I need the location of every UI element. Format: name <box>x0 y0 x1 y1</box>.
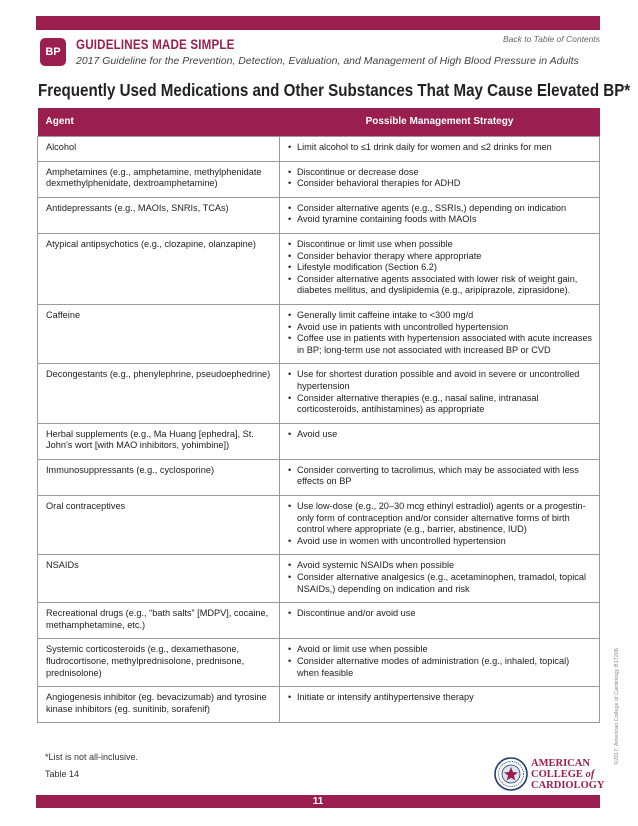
series-title: GUIDELINES MADE SIMPLE <box>76 37 235 52</box>
agent-cell: Immunosuppressants (e.g., cyclosporine) <box>38 459 280 495</box>
strategy-item: • Avoid systemic NSAIDs when possible <box>288 560 593 572</box>
strategy-cell <box>280 555 600 603</box>
strategy-item: • Use low-dose (e.g., 20–30 mcg ethinyl estradiol) agents or a progestin-only form of contraception and/or consider alternative forms of birth control where appropriate (e.g., barrier, abstinence, IUD) <box>288 501 593 536</box>
strategy-list <box>288 239 593 297</box>
strategy-cell <box>280 459 600 495</box>
agent-cell: Caffeine <box>38 304 280 363</box>
table-row <box>38 304 600 363</box>
logo-line-2-of: of <box>585 769 595 780</box>
strategy-cell <box>280 137 600 162</box>
guideline-subtitle: 2017 Guideline for the Prevention, Detection, Evaluation, and Management of High Blood Pressure in Adults <box>76 55 579 67</box>
strategy-cell <box>280 639 600 687</box>
agent-cell: Antidepressants (e.g., MAOIs, SNRIs, TCAs) <box>38 197 280 233</box>
strategy-item: • Discontinue or limit use when possible <box>288 239 593 251</box>
agent-cell: Alcohol <box>38 137 280 162</box>
strategy-list <box>288 465 593 488</box>
strategy-list <box>288 142 593 154</box>
back-to-toc-link[interactable]: Back to Table of Contents <box>502 34 600 44</box>
strategy-cell <box>280 496 600 555</box>
strategy-cell <box>280 161 600 197</box>
strategy-list <box>288 203 593 226</box>
strategy-item: • Generally limit caffeine intake to <300 mg/d <box>288 310 593 322</box>
strategy-item: • Avoid use in patients with uncontrolled hypertension <box>288 322 593 334</box>
logo-line-2-college: COLLEGE <box>531 769 586 780</box>
logo-line-3: CARDIOLOGY <box>531 780 605 791</box>
table-row <box>38 687 600 723</box>
strategy-item: • Avoid use in women with uncontrolled hypertension <box>288 536 593 548</box>
strategy-list <box>288 429 593 441</box>
agent-cell: Recreational drugs (e.g., “bath salts” [MDPV], cocaine, methamphetamine, etc.) <box>38 603 280 639</box>
table-row <box>38 197 600 233</box>
strategy-item: • Avoid or limit use when possible <box>288 644 593 656</box>
strategy-item: • Consider behavior therapy where appropriate <box>288 251 593 263</box>
bottom-color-bar <box>36 795 600 808</box>
table-row <box>38 423 600 459</box>
strategy-item: • Avoid tyramine containing foods with MAOIs <box>288 214 593 226</box>
strategy-item: • Consider converting to tacrolimus, which may be associated with less effects on BP <box>288 465 593 488</box>
strategy-list <box>288 310 593 356</box>
agent-cell: Herbal supplements (e.g., Ma Huang [ephedra], St. John’s wort [with MAO inhibitors, yohimbine]) <box>38 423 280 459</box>
strategy-cell <box>280 687 600 723</box>
page-title: Frequently Used Medications and Other Substances That May Cause Elevated BP* <box>38 80 631 100</box>
table-body <box>38 137 600 723</box>
agent-cell: Amphetamines (e.g., amphetamine, methylphenidate dexmethylphenidate, dextroamphetamine) <box>38 161 280 197</box>
strategy-item: • Lifestyle modification (Section 6.2) <box>288 262 593 274</box>
strategy-cell <box>280 233 600 304</box>
acc-seal-icon <box>494 757 528 791</box>
logo-line-2 <box>531 769 605 780</box>
strategy-list <box>288 167 593 190</box>
agent-cell: Atypical antipsychotics (e.g., clozapine, olanzapine) <box>38 233 280 304</box>
table-header-row <box>38 108 600 137</box>
table-row <box>38 459 600 495</box>
strategy-cell <box>280 423 600 459</box>
strategy-item: • Consider alternative therapies (e.g., nasal saline, intranasal corticosteroids, antihistamines) as appropriate <box>288 393 593 416</box>
strategy-column-header: Possible Management Strategy <box>280 108 600 137</box>
logo-line-1: AMERICAN <box>531 758 590 769</box>
agent-cell: Angiogenesis inhibitor (eg. bevacizumab) and tyrosine kinase inhibitors (eg. sunitinib, sorafenif) <box>38 687 280 723</box>
strategy-item: • Use for shortest duration possible and avoid in severe or uncontrolled hypertension <box>288 369 593 392</box>
strategy-cell <box>280 364 600 423</box>
strategy-list <box>288 644 593 679</box>
strategy-item: • Initiate or intensify antihypertensive therapy <box>288 692 593 704</box>
strategy-list <box>288 501 593 547</box>
strategy-cell <box>280 197 600 233</box>
strategy-item: • Limit alcohol to ≤1 drink daily for women and ≤2 drinks for men <box>288 142 593 154</box>
table-row <box>38 639 600 687</box>
strategy-list <box>288 369 593 415</box>
medications-table <box>37 108 600 723</box>
bp-badge: BP <box>40 38 66 66</box>
agent-cell: Systemic corticosteroids (e.g., dexamethasone, fludrocortisone, methylprednisolone, prednisone, prednisolone) <box>38 639 280 687</box>
table-row <box>38 603 600 639</box>
page-number: 11 <box>312 796 324 807</box>
footnote: *List is not all-inclusive. <box>45 752 139 762</box>
strategy-item: • Consider alternative modes of administration (e.g., inhaled, topical) when feasible <box>288 656 593 679</box>
strategy-item: • Consider alternative agents (e.g., SSRIs,) depending on indication <box>288 203 593 215</box>
table-row <box>38 233 600 304</box>
acc-logo <box>494 757 606 793</box>
agent-cell: Decongestants (e.g., phenylephrine, pseudoephedrine) <box>38 364 280 423</box>
strategy-list <box>288 608 593 620</box>
strategy-cell <box>280 603 600 639</box>
top-color-bar <box>36 16 600 30</box>
strategy-item: • Avoid use <box>288 429 593 441</box>
table-row <box>38 161 600 197</box>
strategy-item: • Coffee use in patients with hypertension associated with acute increases in BP; long-term use not associated with increased BP or CVD <box>288 333 593 356</box>
table-row <box>38 137 600 162</box>
table-row <box>38 364 600 423</box>
strategy-item: • Discontinue or decrease dose <box>288 167 593 179</box>
strategy-item: • Consider alternative agents associated with lower risk of weight gain, diabetes mellitus, and dyslipidemia (e.g., aripiprazole, ziprasidone). <box>288 274 593 297</box>
table-row <box>38 555 600 603</box>
agent-cell: NSAIDs <box>38 555 280 603</box>
strategy-list <box>288 692 593 704</box>
agent-column-header: Agent <box>38 108 280 137</box>
copyright-notice: ©2017, American College of Cardiology B17206 <box>614 648 620 765</box>
agent-cell: Oral contraceptives <box>38 496 280 555</box>
strategy-item: • Consider behavioral therapies for ADHD <box>288 178 593 190</box>
table-label: Table 14 <box>45 769 80 779</box>
strategy-item: • Discontinue and/or avoid use <box>288 608 593 620</box>
table-row <box>38 496 600 555</box>
strategy-list <box>288 560 593 595</box>
strategy-cell <box>280 304 600 363</box>
acc-logo-text <box>531 758 605 791</box>
strategy-item: • Consider alternative analgesics (e.g., acetaminophen, tramadol, topical NSAIDs,) depending on indication and risk <box>288 572 593 595</box>
